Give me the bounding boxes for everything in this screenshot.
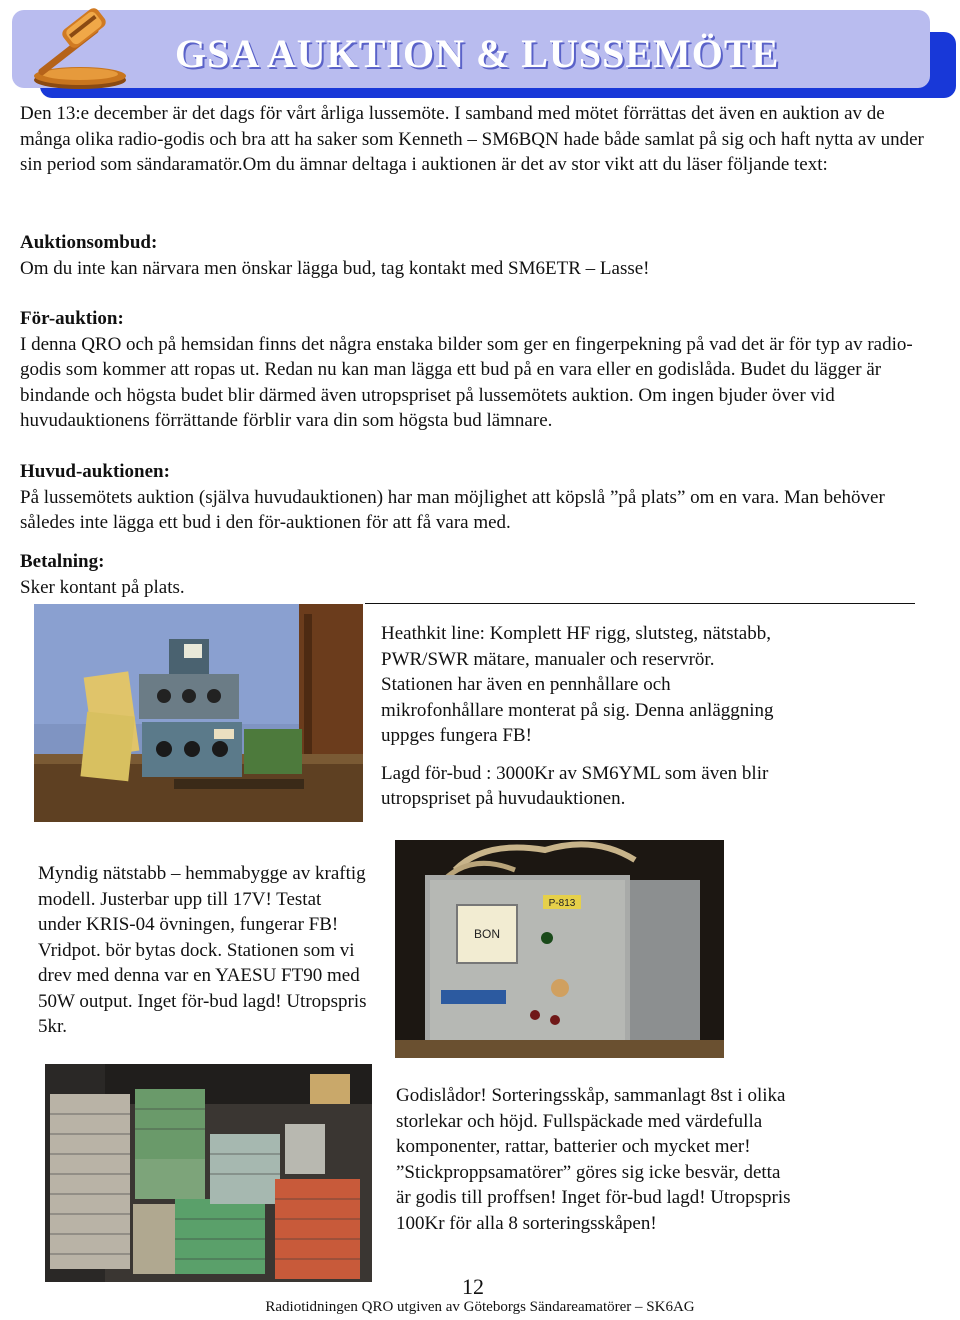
section-heading: För-auktion: [20, 308, 124, 329]
intro-paragraph: Den 13:e december är det dags för vårt årliga lussemöte. I samband med mötet förrättas det även en auktion av de många olika radio-godis och bra att ha saker som Kenneth – SM6BQN hade både samlat på sig och haft nytta av under sin period som sändaramatör.Om du ämnar deltaga i auktionen är det av stor vikt att du läser följande text: [20, 103, 924, 175]
photo-natstabb [395, 840, 724, 1058]
footer: Radiotidningen QRO utgiven av Göteborgs Sändareamatörer – SK6AG [265, 1299, 695, 1315]
divider [365, 603, 915, 604]
page-title: GSA AUKTION & LUSSEMÖTE [175, 31, 780, 76]
page-number: 12 [462, 1274, 484, 1299]
section-heading: Betalning: [20, 551, 105, 572]
item-caption: Heathkit line: Komplett HF rigg, slutsteg, nätstabb, PWR/SWR mätare, manualer och reservrör. Stationen har även en pennhållare och mikrofonhållare monterat på sig. Denna anläggning uppges fungera FB! [381, 623, 774, 746]
section-auktionsombud [20, 230, 940, 281]
section-body: Sker kontant på plats. [20, 576, 185, 598]
section-body: Om du inte kan närvara men önskar lägga bud, tag kontakt med SM6ETR – Lasse! [20, 257, 650, 279]
item-bid: Lagd för-bud : 3000Kr av SM6YML som även blir utropspriset på huvudauktionen. [381, 762, 769, 809]
section-heading: Auktionsombud: [20, 232, 158, 253]
section-body: I denna QRO och på hemsidan finns det några enstaka bilder som ger en fingerpekning på vad det är för typ av radio-godis som kommer att ropas ut. Redan nu kan man lägga ett bud på en vara eller en godislåda. Budet du lägger är bindande och högsta budet blir därmed även utropspriset på lussemötets auktion. Om ingen bjuder över vid huvudauktionens förrättande förblir vara din som högsta bud lämnare. [20, 333, 913, 431]
caption-godislador: Godislådor! Sorteringsskåp, sammanlagt 8st i olika storlekar och höjd. Fullspäckade med värdefulla komponenter, rattar, batterier och mycket mer! ”Stickproppsamatörer” göres sig icke besvär, detta är godis till proffsen! Inget för-bud lagd! Utropspris 100Kr för alla 8 sorteringsskåpen! [396, 1085, 791, 1234]
caption-heathkit [381, 621, 781, 812]
section-body: På lussemötets auktion (själva huvudauktionen) har man möjlighet att köpslå ”på plats” om en vara. Man behöver således inte lägga ett bud i den för-auktionen för att få vara med. [20, 486, 885, 533]
tag-label: P-813 [548, 898, 576, 909]
section-huvudauktionen [20, 459, 940, 536]
section-heading: Huvud-auktionen: [20, 461, 170, 482]
photo-godislador [45, 1064, 372, 1282]
photo-heathkit-line [34, 604, 363, 822]
gavel-icon [18, 2, 138, 92]
meter-label: BON [473, 927, 501, 941]
caption-natstabb: Myndig nätstabb – hemmabygge av kraftig modell. Justerbar upp till 17V! Testat under KRIS-04 övningen, fungerar FB! Vridpot. bör bytas dock. Stationen som vi drev med denna var en YAESU FT90 med 50W output. Inget för-bud lagd! Utropspris 5kr. [38, 863, 367, 1037]
section-forauktion [20, 306, 940, 434]
section-betalning [20, 549, 940, 600]
